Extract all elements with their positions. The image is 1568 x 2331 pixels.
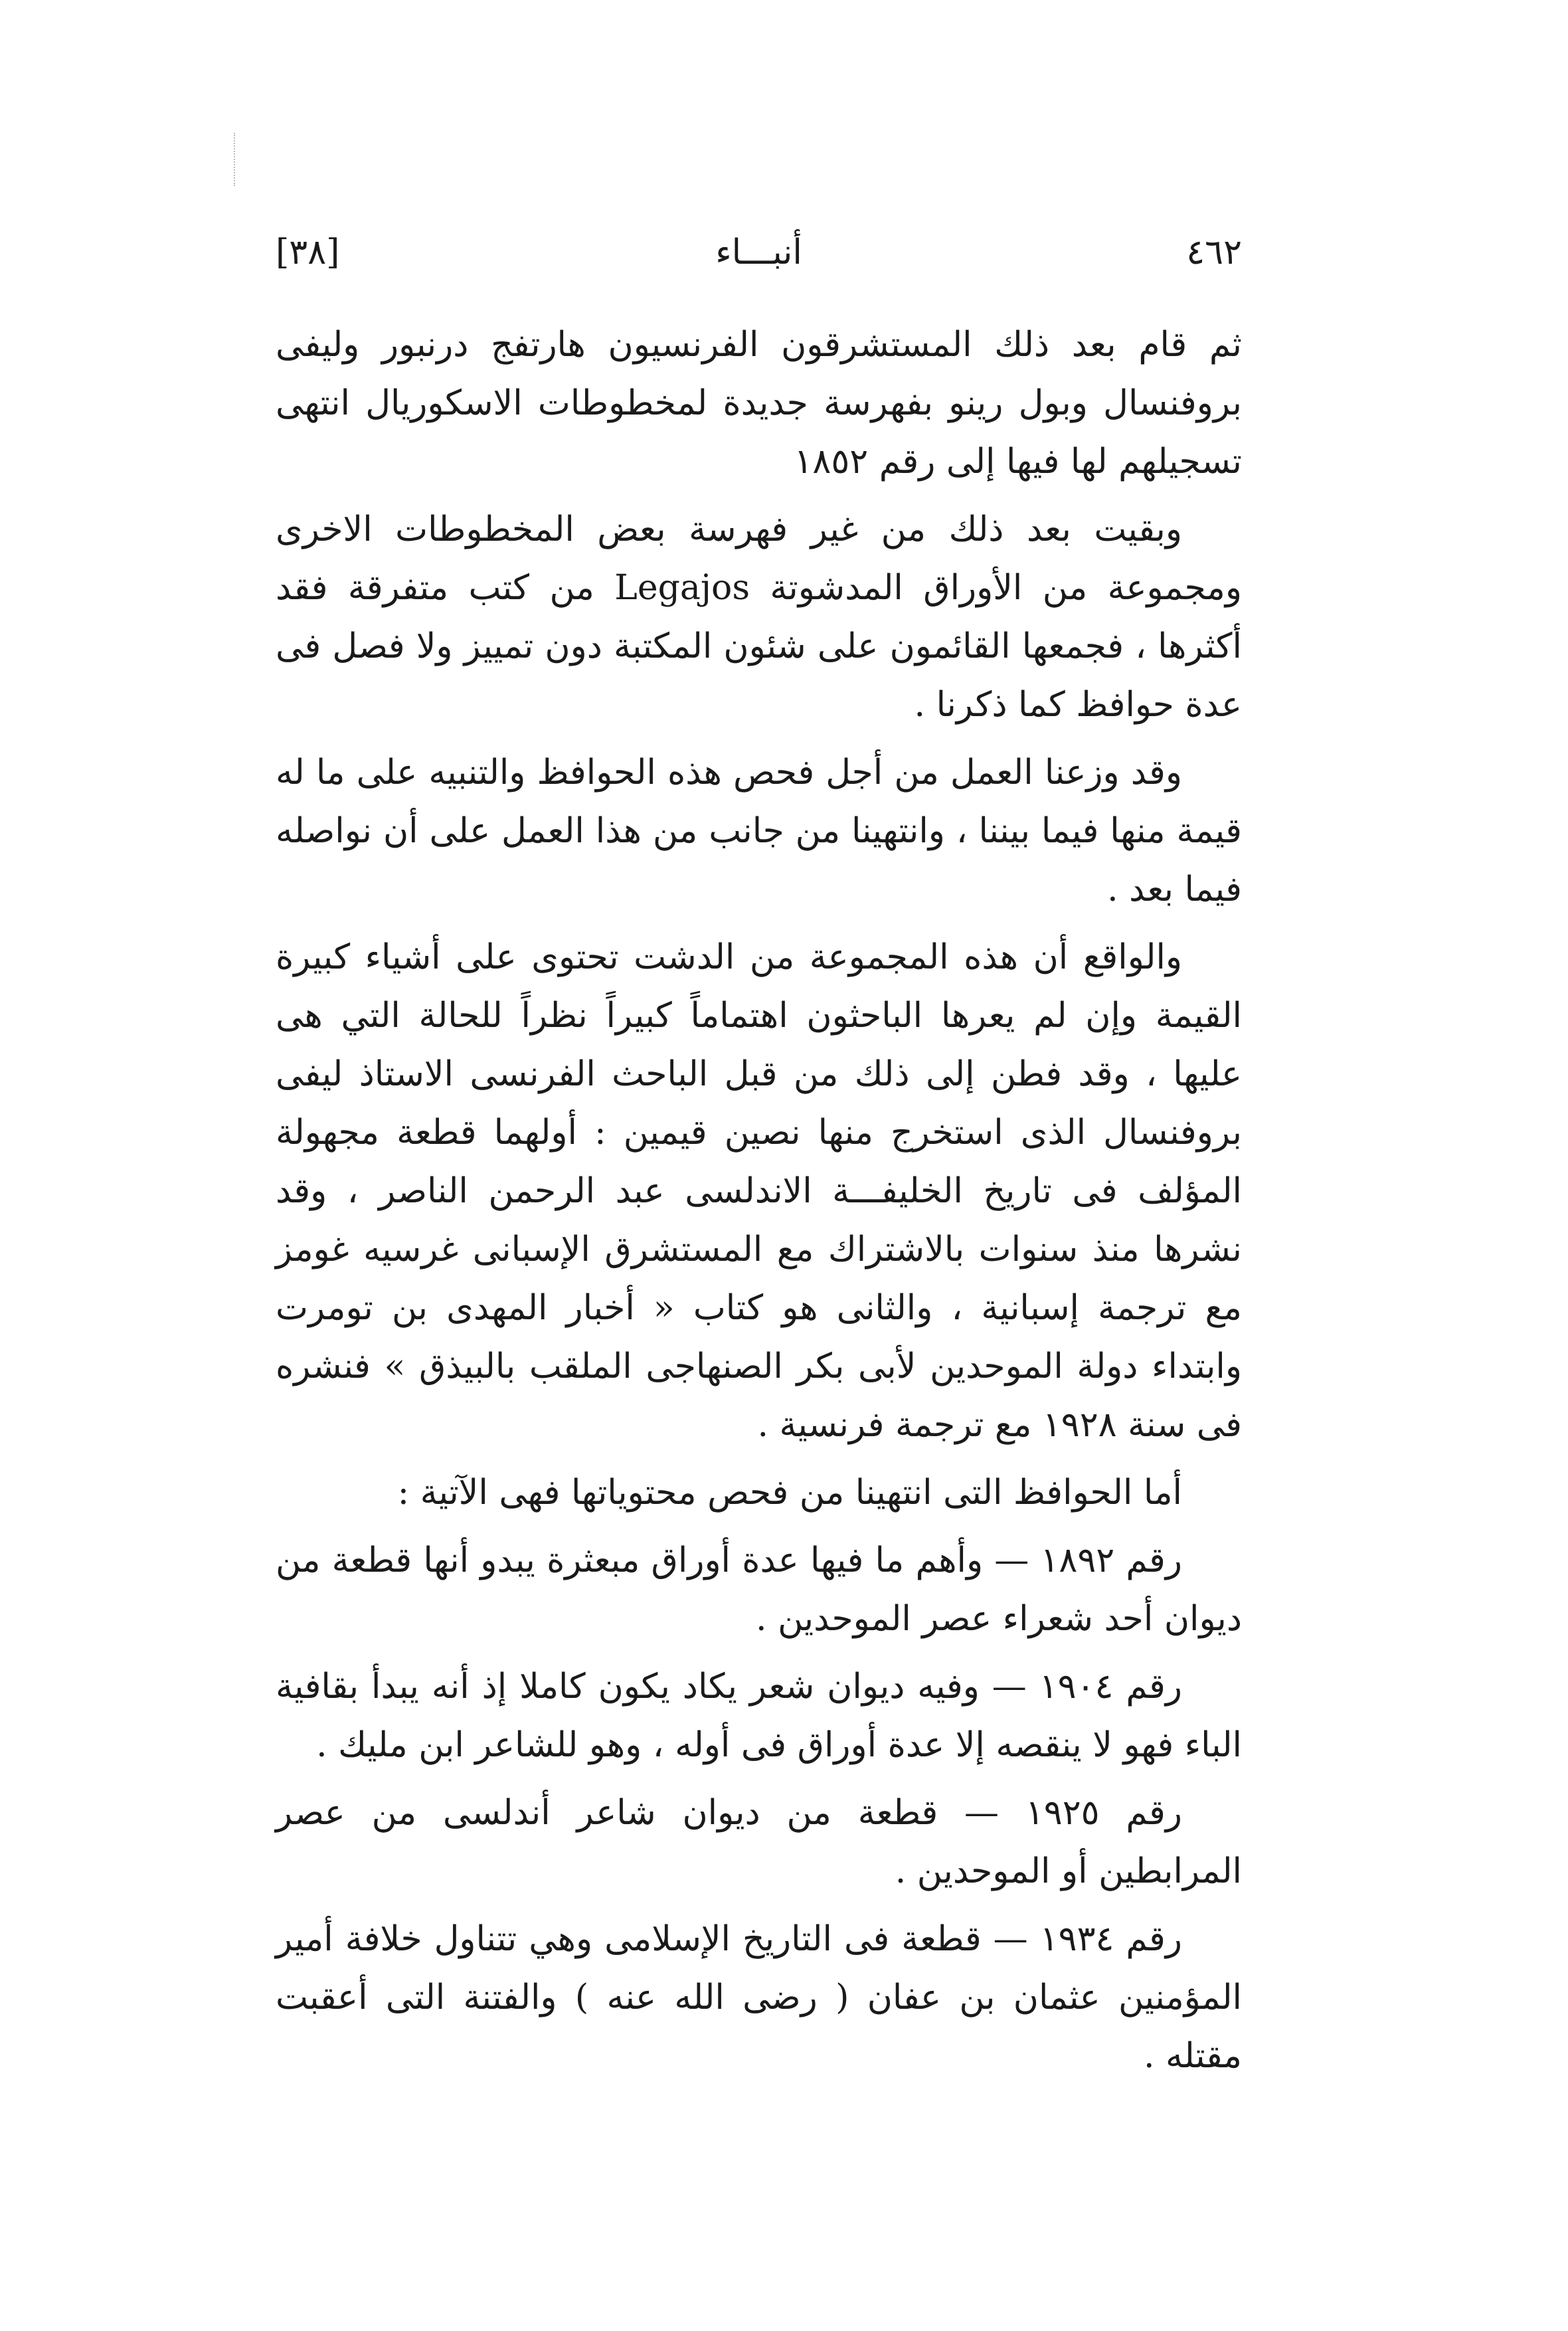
paragraph-7: رقم ١٩٠٤ — وفيه ديوان شعر يكاد يكون كاملا إذ أنه يبدأ بقافية الباء فهو لا ينقصه إلا عدة أوراق فى أوله ، وهو للشاعر ابن مليك .: [276, 1667, 1242, 1765]
page-number: ٤٦٢: [1186, 233, 1242, 272]
section-number: [٣٨]: [276, 233, 340, 272]
body-text: [276, 316, 1242, 2095]
paragraph-5: أما الحوافظ التى انتهينا من فحص محتوياتها فهى الآتية :: [397, 1473, 1182, 1513]
page-header: [276, 233, 1242, 292]
running-title: أنبـــاء: [715, 233, 802, 272]
paragraph-6: رقم ١٨٩٢ — وأهم ما فيها عدة أوراق مبعثرة يبدو أنها قطعة من ديوان أحد شعراء عصر الموحدين .: [276, 1540, 1242, 1639]
paragraph-1: ثم قام بعد ذلك المستشرقون الفرنسيون هارتفج درنبور وليفى بروفنسال وبول رينو بفهرسة جديدة لمخطوطات الاسكوريال انتهى تسجيلهم لها فيها إلى رقم ١٨٥٢: [276, 325, 1242, 482]
paragraph-3: وقد وزعنا العمل من أجل فحص هذه الحوافظ والتنبيه على ما له قيمة منها فيما بيننا ، وانتهينا من جانب من هذا العمل على أن نواصله فيما بعد .: [276, 753, 1243, 909]
paragraph-8: رقم ١٩٢٥ — قطعة من ديوان شاعر أندلسى من عصر المرابطين أو الموحدين .: [276, 1793, 1242, 1891]
paragraph-4: والواقع أن هذه المجموعة من الدشت تحتوى على أشياء كبيرة القيمة وإن لم يعرها الباحثون اهتماماً كبيراً نظراً للحالة التي هى عليها ، وقد فطن إلى ذلك من قبل الباحث الفرنسى الاستاذ ليفى بروفنسال الذى استخرج منها نصين قيمين : أولهما قطعة مجهولة المؤلف فى تاريخ الخليفـــة الاندلسى عبد الرحمن الناصر ، وقد نشرها منذ سنوات بالاشتراك مع المستشرق الإسبانى غرسيه غومز مع ترجمة إسبانية ، والثانى هو كتاب « أخبار المهدى بن تومرت وابتداء دولة الموحدين لأبى بكر الصنهاجى الملقب بالبيذق » فنشره فى سنة ١٩٢٨ مع ترجمة فرنسية .: [276, 937, 1242, 1445]
paragraph-9: رقم ١٩٣٤ — قطعة فى التاريخ الإسلامى وهي تتناول خلافة أمير المؤمنين عثمان بن عفان ( رضى الله عنه ) والفتنة التى أعقبت مقتله .: [276, 1919, 1242, 2076]
paragraph-2: وبقيت بعد ذلك من غير فهرسة بعض المخطوطات الاخرى ومجموعة من الأوراق المدشوتة Legajos من كتب متفرقة فقد أكثرها ، فجمعها القائمون على شئون المكتبة دون تمييز ولا فصل فى عدة حوافظ كما ذكرنا .: [276, 510, 1242, 725]
margin-mark: [234, 133, 237, 186]
